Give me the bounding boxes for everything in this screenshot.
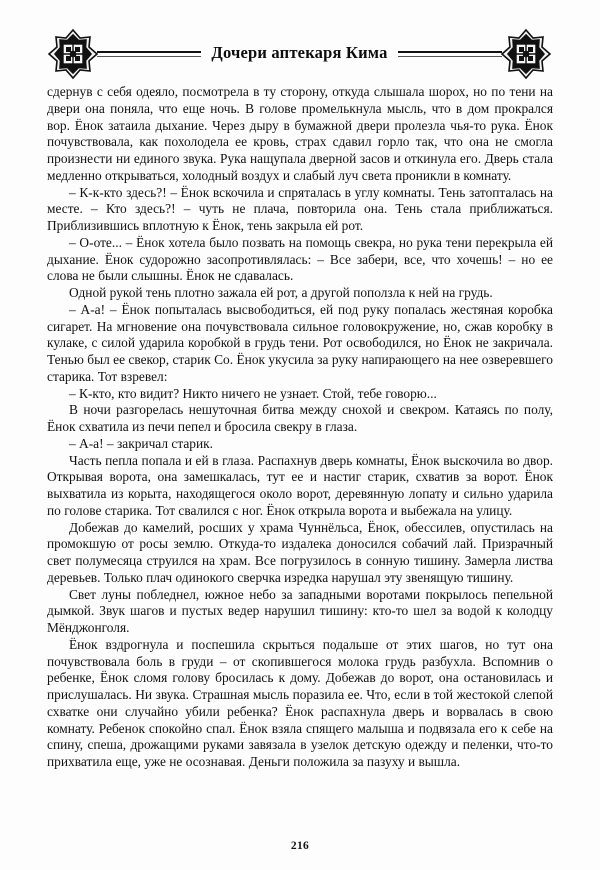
page-number: 216: [290, 840, 310, 852]
paragraph: В ночи разгорелась нешуточная битва между снохой и свекром. Катаясь по полу, Ёнок схватила из печи пепел и бросила свекру в глаза.: [47, 402, 553, 434]
body-text: [47, 84, 553, 771]
running-header: [47, 26, 552, 82]
paragraph: – А-а! – закричал старик.: [69, 435, 214, 451]
rosette-ornament-icon: [47, 28, 99, 80]
paragraph: – К-к-кто здесь?! – Ёнок вскочила и спряталась в углу комнаты. Тень затопталась на месте. – Кто здесь?! – чуть не плача, повторила она. Тень стала приближаться. Приблизившись вплотную к Ёнок, тень закрыла ей рот.: [47, 184, 553, 233]
paragraph: – К-кто, кто видит? Никто ничего не узнает. Стой, тебе говорю...: [69, 385, 437, 401]
rosette-ornament-icon: [500, 28, 552, 80]
header-rule-left: [97, 50, 201, 59]
paragraph: – А-а! – Ёнок попыталась высвободиться, ей под руку попалась жестяная коробка сигарет. На мгновение она почувствовала сильное головокружение, но, сжав коробку в кулаке, с силой ударила коробкой в грудь тени. Рот освободился, но Ёнок не закричала. Тенью был ее свекор, старик Со. Ёнок укусила за руку напирающего на нее озверевшего старика. Тот взревел:: [47, 301, 553, 384]
paragraph: сдернув с себя одеяло, посмотрела в ту сторону, откуда слышала шорох, но по тени на двери она поняла, что еще ночь. В голове промелькнула мысль, что в дом прокрался вор. Ёнок затаила дыхание. Через дыру в бумажной двери пролезла чья-то рука. Ёнок почувствовала, как похолодела ее кровь, страх сдавил горло так, что она не смогла произнести ни единого звука. Рука нащупала дверной засов и откинула его. Дверь стала медленно открываться, холодный воздух и слабый луч света проникли в комнату.: [47, 84, 553, 183]
paragraph: Одной рукой тень плотно зажала ей рот, а другой поползла к ней на грудь.: [69, 285, 493, 300]
paragraph: Добежав до камелий, росших у храма Чуннёльса, Ёнок, обессилев, опустилась на промокшую от росы землю. Откуда-то издалека доносился собачий лай. Призрачный свет полумесяца струился на храм. Все погрузилось в сонную тишину. Замерла листва деревьев. Только плач одинокого сверчка изредка нарушал эту звенящую тишину.: [47, 519, 553, 585]
page-title: Дочери аптекаря Кима: [211, 42, 388, 62]
paragraph: Часть пепла попала и ей в глаза. Распахнув дверь комнаты, Ёнок выскочила во двор. Открывая ворота, она замешкалась, тут ее и настиг старик, схватив за ворот. Ёнок выхватила из корыта, находящегося около ворот, деревянную лопату и сильно ударила по голове старика. Тот свалился с ног. Ёнок открыла ворота и выбежала на улицу.: [47, 452, 553, 518]
paragraph: Свет луны побледнел, южное небо за западными воротами покрылось пепельной дымкой. Звук шагов и пустых ведер нарушил тишину: кто-то шел за водой к колодцу Мёнджонголя.: [47, 586, 553, 635]
header-rule-right: [398, 50, 502, 59]
paragraph: Ёнок вздрогнула и поспешила скрыться подальше от этих шагов, но тут она почувствовала боль в груди – от скопившегося молока грудь разбухла. Вспомнив о ребенке, Ёнок сломя голову бросилась к дому. Добежав до ворот, она остановилась и прислушалась. Ни звука. Страшная мысль поразила ее. Что, если в той жестокой слепой схватке они случайно убили ребенка? Ёнок распахнула дверь и ворвалась в свою комнату. Ребенок спокойно спал. Ёнок взяла спящего малыша и подвязала его к себе на спину, спеша, дрожащими руками завязала в узелок детскую одежду и пеленки, что-то прихватила еще, уже не осознавая. Деньги положила за пазуху и вышла.: [47, 636, 553, 769]
paragraph: – О-оте... – Ёнок хотела было позвать на помощь свекра, но рука тени перекрыла ей дыхание. Ёнок судорожно засопротивлялась: – Все забери, все, что хочешь! – но ее слова не были слышны. Ёнок не сдавалась.: [47, 234, 553, 284]
